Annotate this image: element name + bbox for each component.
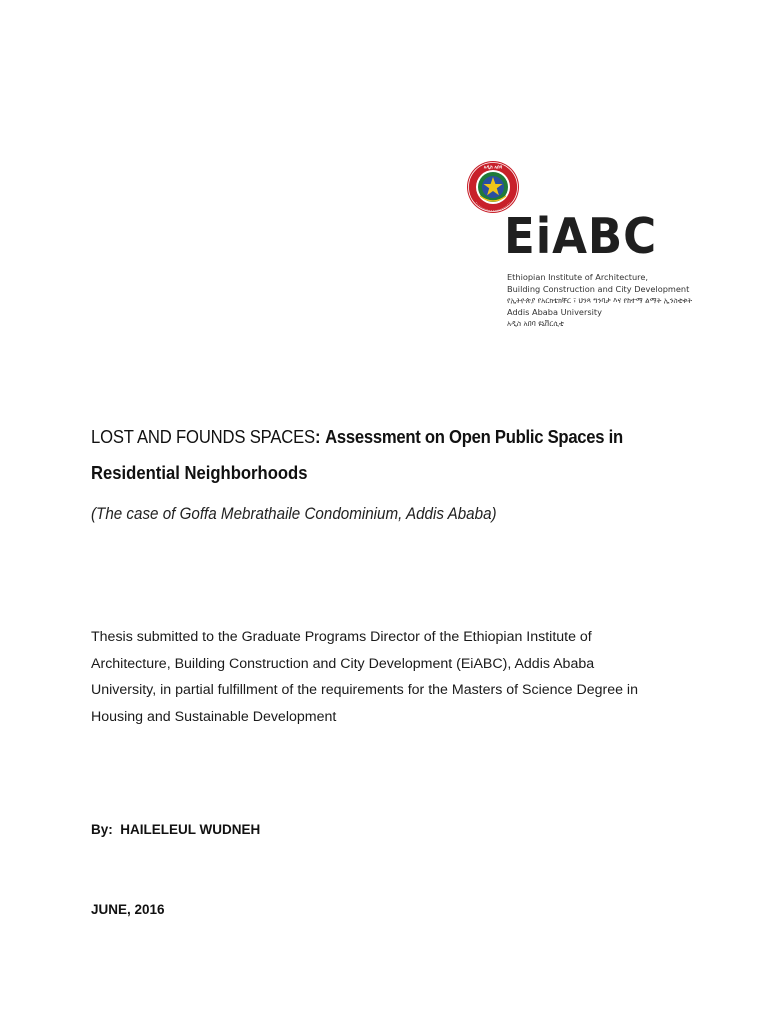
eiabc-wordmark: EiABC <box>504 208 658 265</box>
author-label: By: <box>91 822 113 837</box>
university-seal-logo <box>466 160 520 214</box>
institution-name-block <box>507 272 707 330</box>
title-line-2: Residential Neighborhoods <box>91 462 308 483</box>
university-line: Addis Ababa University <box>507 306 602 317</box>
thesis-title <box>91 419 649 491</box>
seal-top-text: አዲስ አበባ <box>483 165 503 171</box>
title-lead: LOST AND FOUNDS SPACES <box>91 426 315 447</box>
statement-line-3: University, in partial fulfillment of the requirements for the Masters of Science Degree in <box>91 682 638 698</box>
institution-line-1: Ethiopian Institute of Architecture, <box>507 272 648 282</box>
statement-line-2: Architecture, Building Construction and City Development (EiABC), Addis Ababa <box>91 655 595 672</box>
author-line <box>91 822 260 837</box>
statement-line-1: Thesis submitted to the Graduate Programs Director of the Ethiopian Institute of <box>91 629 592 645</box>
submission-date: JUNE, 2016 <box>91 902 165 917</box>
title-line-1 <box>91 419 649 455</box>
author-name: HAILELEUL WUDNEH <box>120 822 261 837</box>
title-main: Assessment on Open Public Spaces in <box>325 426 623 447</box>
institution-line-2: Building Construction and City Development <box>507 283 690 294</box>
statement-line-4: Housing and Sustainable Development <box>91 708 337 725</box>
university-line-amharic: አዲስ አበባ ዩኒቨርሲቲ <box>507 318 564 328</box>
institution-line-amharic: የኢትዮጵያ የአርክቴክቸር ፣ ህንጻ ግንባታ እና የከተማ ልማት ኢንስቲቱት <box>507 295 693 305</box>
thesis-statement <box>91 624 701 730</box>
case-study-subtitle: (The case of Goffa Mebrathaile Condominium, Addis Ababa) <box>91 505 497 523</box>
title-separator: : <box>314 426 326 447</box>
